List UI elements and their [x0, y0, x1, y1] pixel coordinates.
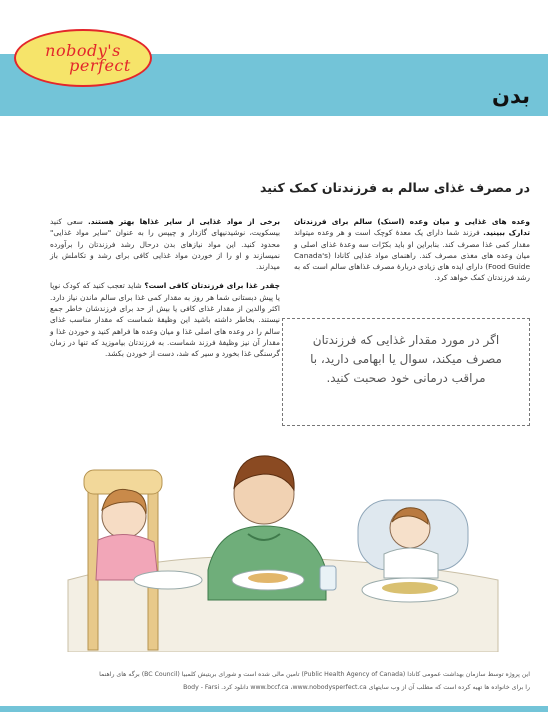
- section-title: بدن: [492, 84, 530, 108]
- logo-text-bottom: perfect: [69, 56, 131, 75]
- right-paragraph-1-body: فرزند شما دارای یک معدهٔ کوچک است و هر وعده میتواند مقدار کمی غذا مصرف کند. بنابراین او باید بکرّات سه وعدهٔ غذای اصلی و میان وعده های مغذی مصرف کند. راهنمای مواد غذایی کانادا (Canada's Food Guide) دارای ایده های زیادی دربارهٔ مصرف غذاهای سالم است که به رشد فرزندتان کمک خواهد کرد.: [294, 228, 530, 283]
- footer-line-1: این پروژه توسط سازمان بهداشت عمومی کانادا (Public Health Agency of Canada) تامین مالی شده است و شورای بریتیش کلمبیا (BC Council) برگه های راهنما: [99, 671, 530, 678]
- right-paragraph-1: [294, 216, 530, 284]
- left-paragraph-2-lead: چقدر غذا برای فرزندتان کافی است؟: [144, 281, 280, 291]
- left-column: [50, 216, 280, 368]
- left-paragraph-1-lead: برخی از مواد غذایی از سایر غذاها بهتر هستند.: [87, 217, 280, 226]
- nobodys-perfect-logo: [14, 29, 152, 87]
- left-paragraph-2-body: شاید تعجب کنید که کودک نوپا یا پیش دبستانی شما هر روز به مقدار کمی غذا برای سالم ماندن نیاز دارد. اکثر والدین از مقدار غذای کافی یا بیش از حد برای فرزندشان خاطر جمع نیستند. بخاطر داشته باشید این وظیفهٔ شماست که مقدار مناسب غذای سالم را در وعده های اصلی غذا و میان وعده ها فراهم کنید و خوردن غذا و مقدار آن نیز وظیفهٔ فرزند شماست. به فرزندتان بیاموزید که تنها در زمان گرسنگی غذا بخورد و سیر که شد، دست از خوردن بکشد.: [50, 281, 280, 359]
- left-paragraph-1-body: سعی کنید بیسکویت، نوشیدنیهای گازدار و چیپس را به عنوان "سایر مواد غذایی" محدود کنید. این مواد نیازهای بدن درحال رشد فرزندتان را برآورده نمیسازند و او را از خوردن مواد غذایی کافی برای رشد و تکاملش باز میدارند.: [50, 217, 280, 272]
- page-heading: در مصرف غذای سالم به فرزندتان کمک کنید: [260, 180, 530, 195]
- bottom-bar: [0, 706, 548, 712]
- callout-box: اگر در مورد مقدار غذایی که فرزندتان مصرف میکند، سوال یا ابهامی دارید، با مراقب درمانی خود صحبت کنید.: [282, 318, 530, 426]
- left-paragraph-2: [50, 280, 280, 359]
- right-column: [294, 216, 530, 292]
- footer-line-2: را برای خانواده ها تهیه کرده است که مطلب آن از وب سایتهای www.bccf.ca ،www.nobodysperfect.ca دانلود کرد. Body - Farsi: [183, 684, 530, 691]
- right-paragraph-1-lead: وعده های غذایی و میان وعده (اسنک) سالم برای فرزندتان تدارک ببینید.: [294, 217, 530, 238]
- left-paragraph-1: [50, 216, 280, 272]
- footer: [18, 668, 530, 694]
- family-meal-illustration: [58, 430, 508, 652]
- logo-text-top: nobody's: [45, 41, 121, 60]
